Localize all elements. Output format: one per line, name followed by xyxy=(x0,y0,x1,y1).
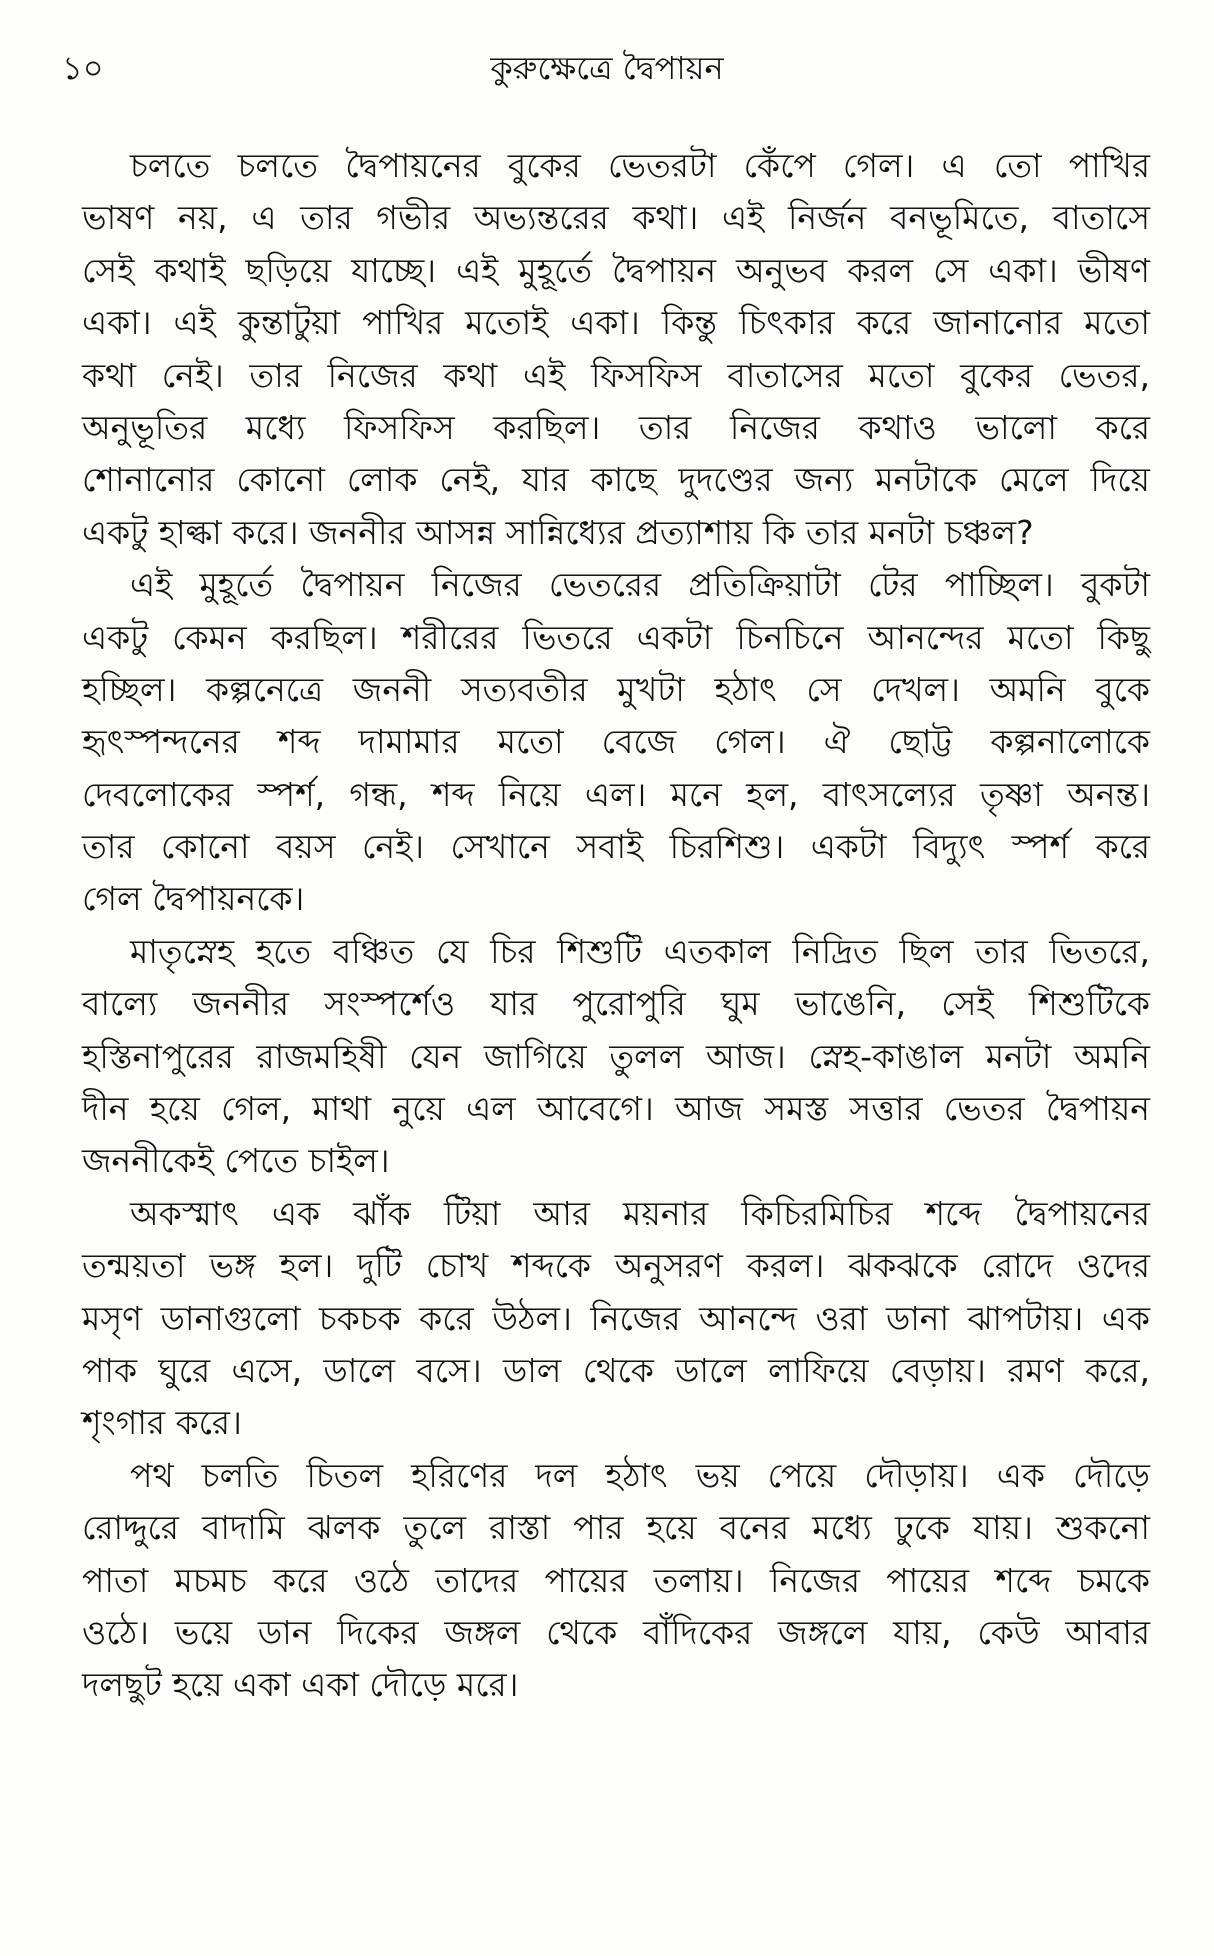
text-line: একটু কেমন করছিল। শরীরের ভিতরে একটা চিনচিনে আনন্দের মতো কিছু xyxy=(82,617,1150,657)
page-number: ১০ xyxy=(62,49,104,87)
paragraph xyxy=(82,1450,1150,1712)
running-title: কুরুক্ষেত্রে দ্বৈপায়ন xyxy=(490,49,724,87)
text-line: হৃৎস্পন্দনের শব্দ দামামার মতো বেজে গেল। ঐ ছোট্ট কল্পনালোকে xyxy=(82,722,1150,762)
text-line: হস্তিনাপুরের রাজমহিষী যেন জাগিয়ে তুলল আজ। স্নেহ-কাঙাল মনটা অমনি xyxy=(82,1036,1150,1076)
text-line: কথা নেই। তার নিজের কথা এই ফিসফিস বাতাসের মতো বুকের ভেতর, xyxy=(82,355,1150,395)
text-line: দীন হয়ে গেল, মাথা নুয়ে এল আবেগে। আজ সমস্ত সত্তার ভেতর দ্বৈপায়ন xyxy=(82,1089,1150,1129)
text-line: ভাষণ নয়, এ তার গভীর অভ্যন্তরের কথা। এই নির্জন বনভূমিতে, বাতাসে xyxy=(82,198,1150,238)
text-line: চলতে চলতে দ্বৈপায়নের বুকের ভেতরটা কেঁপে গেল। এ তো পাখির xyxy=(130,146,1150,185)
text-line: মাতৃস্নেহ হতে বঞ্চিত যে চির শিশুটি এতকাল নিদ্রিত ছিল তার ভিতরে, xyxy=(130,931,1150,971)
paragraph xyxy=(82,140,1150,559)
text-line: মসৃণ ডানাগুলো চকচক করে উঠল। নিজের আনন্দে ওরা ডানা ঝাপটায়। এক xyxy=(82,1298,1150,1338)
body-text xyxy=(82,140,1150,1712)
text-line: রোদ্দুরে বাদামি ঝলক তুলে রাস্তা পার হয়ে বনের মধ্যে ঢুকে যায়। শুকনো xyxy=(82,1508,1150,1548)
paragraph xyxy=(82,559,1150,926)
text-line: শোনানোর কোনো লোক নেই, যার কাছে দুদণ্ডের জন্য মনটাকে মেলে দিয়ে xyxy=(82,460,1150,500)
paragraph xyxy=(82,1188,1150,1450)
text-line: এই মুহূর্তে দ্বৈপায়ন নিজের ভেতরের প্রতিক্রিয়াটা টের পাচ্ছিল। বুকটা xyxy=(130,565,1150,605)
text-line: ওঠে। ভয়ে ডান দিকের জঙ্গল থেকে বাঁদিকের জঙ্গলে যায়, কেউ আবার xyxy=(82,1612,1150,1652)
text-line: সেই কথাই ছড়িয়ে যাচ্ছে। এই মুহূর্তে দ্বৈপায়ন অনুভব করল সে একা। ভীষণ xyxy=(82,250,1150,290)
text-line: পাতা মচমচ করে ওঠে তাদের পায়ের তলায়। নিজের পায়ের শব্দে চমকে xyxy=(82,1560,1150,1600)
text-line: একটু হাল্কা করে। জননীর আসন্ন সান্নিধ্যের প্রত্যাশায় কি তার মনটা চঞ্চল? xyxy=(82,512,1034,552)
text-line: অকস্মাৎ এক ঝাঁক টিয়া আর ময়নার কিচিরমিচির শব্দে দ্বৈপায়নের xyxy=(130,1193,1150,1233)
text-line: একা। এই কুন্তাটুয়া পাখির মতোই একা। কিন্তু চিৎকার করে জানানোর মতো xyxy=(82,303,1150,343)
text-line: পথ চলতি চিতল হরিণের দল হঠাৎ ভয় পেয়ে দৌড়ায়। এক দৌড়ে xyxy=(130,1455,1150,1495)
paragraph xyxy=(82,926,1150,1188)
text-line: পাক ঘুরে এসে, ডালে বসে। ডাল থেকে ডালে লাফিয়ে বেড়ায়। রমণ করে, xyxy=(82,1350,1150,1390)
text-line: হচ্ছিল। কল্পনেত্রে জননী সত্যবতীর মুখটা হঠাৎ সে দেখল। অমনি বুকে xyxy=(82,669,1150,709)
text-line: বাল্যে জননীর সংস্পর্শেও যার পুরোপুরি ঘুম ভাঙেনি, সেই শিশুটিকে xyxy=(82,984,1150,1024)
text-line: অনুভূতির মধ্যে ফিসফিস করছিল। তার নিজের কথাও ভালো করে xyxy=(82,407,1150,447)
text-line: তার কোনো বয়স নেই। সেখানে সবাই চিরশিশু। একটা বিদ্যুৎ স্পর্শ করে xyxy=(82,827,1150,867)
text-line: দলছুট হয়ে একা একা দৌড়ে মরে। xyxy=(82,1665,519,1705)
text-line: দেবলোকের স্পর্শ, গন্ধ, শব্দ নিয়ে এল। মনে হল, বাৎসল্যের তৃষ্ণা অনন্ত। xyxy=(82,774,1150,814)
text-line: শৃংগার করে। xyxy=(82,1403,242,1443)
text-line: তন্ময়তা ভঙ্গ হল। দুটি চোখ শব্দকে অনুসরণ করল। ঝকঝকে রোদে ওদের xyxy=(82,1246,1150,1286)
text-line: জননীকেই পেতে চাইল। xyxy=(82,1141,390,1181)
text-line: গেল দ্বৈপায়নকে। xyxy=(82,879,305,919)
